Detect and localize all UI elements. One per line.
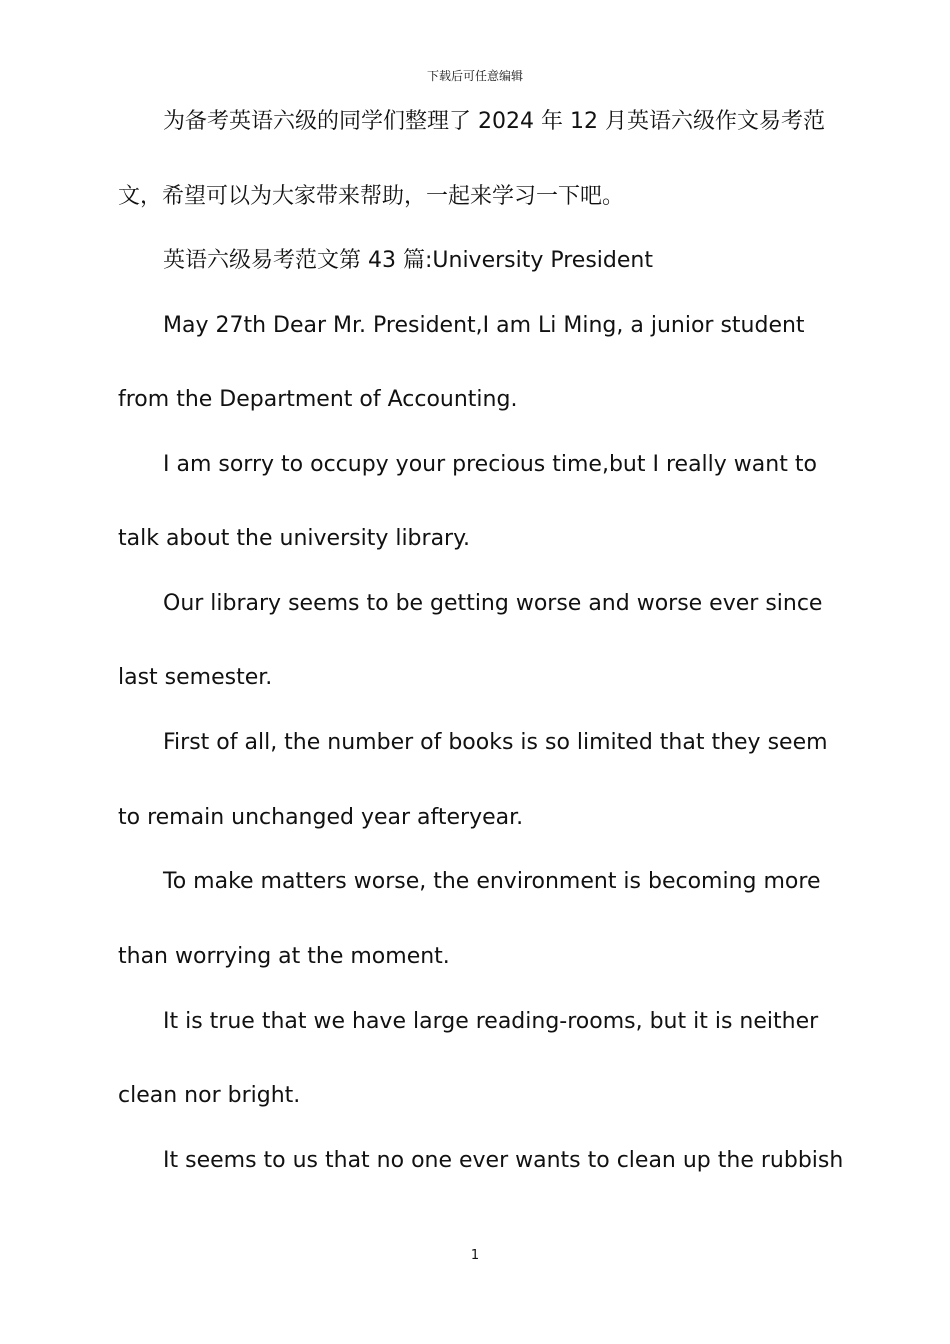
paragraph-line: clean nor bright. [118,1083,301,1108]
paragraph-line: talk about the university library. [118,526,470,551]
paragraph-line: It is true that we have large reading-rooms, but it is neither [163,1009,819,1034]
paragraph-line: to remain unchanged year afteryear. [118,805,524,830]
paragraph-line: than worrying at the moment. [118,944,450,969]
paragraph-line: Our library seems to be getting worse and worse ever since [163,591,823,616]
paragraph-line: To make matters worse, the environment is becoming more [163,869,821,894]
intro-line-2: 文，希望可以为大家带来帮助，一起来学习一下吧。 [118,184,625,209]
paragraph-line: from the Department of Accounting. [118,387,518,412]
paragraph-line: First of all, the number of books is so limited that they seem [163,730,828,755]
paragraph-line: It seems to us that no one ever wants to clean up the rubbish [163,1148,844,1173]
paragraph-line: May 27th Dear Mr. President,I am Li Ming, a junior student [163,313,805,338]
intro-line-1: 为备考英语六级的同学们整理了 2024 年 12 月英语六级作文易考范 [163,109,825,134]
paragraph-line: last semester. [118,665,273,690]
essay-title: 英语六级易考范文第 43 篇:University President [163,248,653,273]
page-header: 下载后可任意编辑 [426,69,523,83]
page-number: 1 [470,1248,480,1263]
paragraph-line: I am sorry to occupy your precious time,but I really want to [163,452,817,477]
